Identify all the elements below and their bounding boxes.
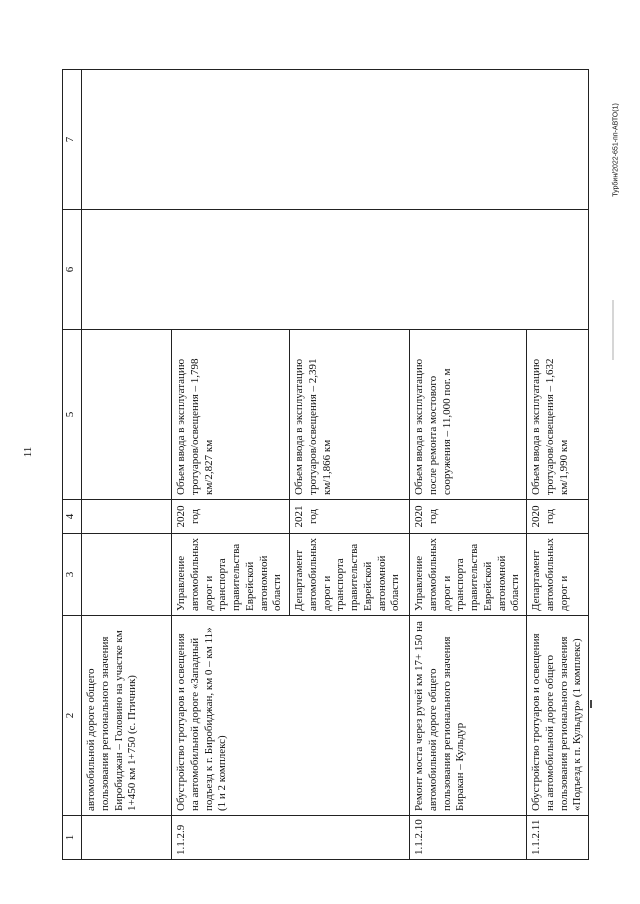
cell-result: Объем ввода в эксплуатацию после ремонта мостового сооружения – 11,000 пог. м <box>410 330 527 500</box>
cell-name: Ремонт моста через ручей км 17+ 150 на автомобильной дороге общего пользования регионального значения Биракан – Кульдур <box>410 616 527 816</box>
cell-result: Объем ввода в эксплуатацию тротуаров/освещения – 2,391 км/1,866 км <box>290 330 410 500</box>
cell-name: Обустройство тротуаров и освещения на автомобильной дороге общего пользования регионального значения «Подъезд к п. Кульдур» (1 комплекс) <box>527 616 589 816</box>
cell-result: Объем ввода в эксплуатацию тротуаров/освещения – 1,632 км/1,990 км <box>527 330 589 500</box>
cell-num: 1.1.2.10 <box>410 816 527 860</box>
header-col-5: 5 <box>63 330 82 500</box>
cell-year <box>82 500 172 534</box>
header-col-7: 7 <box>63 70 82 210</box>
cell-result: Объем ввода в эксплуатацию тротуаров/освещения – 1,798 км/2,827 км <box>172 330 290 500</box>
header-col-2: 2 <box>63 616 82 816</box>
cell-year: 2020 год <box>410 500 527 534</box>
header-col-1: 1 <box>63 816 82 860</box>
cell-num <box>82 816 172 860</box>
cell-year: 2020 год <box>172 500 290 534</box>
cell-executor <box>82 534 172 616</box>
header-col-4: 4 <box>63 500 82 534</box>
cell-executor: Управление автомобильных дорог и транспорта правительства Еврейской автономной области <box>172 534 290 616</box>
cell-executor: Департамент автомобильных дорог и транспорта правительства Еврейской автономной области <box>290 534 410 616</box>
header-col-6: 6 <box>63 210 82 330</box>
margin-mark <box>590 700 592 708</box>
cell-executor: Управление автомобильных дорог и транспорта правительства Еврейской автономной области <box>410 534 527 616</box>
cell-year: 2020 год <box>527 500 589 534</box>
cell-year: 2021 год <box>290 500 410 534</box>
cell-name: Обустройство тротуаров и освещения на автомобильной дороге «Западный подъезд к г. Биробиджан, км 0 – км 11» (1 и 2 комплекс) <box>172 616 410 816</box>
cell-executor: Департамент автомобильных дорог и <box>527 534 589 616</box>
program-table <box>62 69 589 860</box>
cell-num: 1.1.2.11 <box>527 816 589 860</box>
page-number: 11 <box>22 446 34 458</box>
scan-artifact <box>612 300 614 360</box>
rotated-table-container <box>62 70 582 860</box>
cell-col7 <box>82 70 589 210</box>
cell-col6 <box>82 210 589 330</box>
header-col-3: 3 <box>63 534 82 616</box>
cell-result <box>82 330 172 500</box>
header-row <box>63 70 82 860</box>
table-row-continuation <box>82 70 172 860</box>
cell-num: 1.1.2.9 <box>172 816 410 860</box>
document-id: Турбин/2022-651-пп-АВТО(1) <box>612 103 620 197</box>
cell-name: автомобильной дороге общего пользования регионального значения Биробиджан – Головино на участке км 1+450 км 1+750 (с. Птичник) <box>82 616 172 816</box>
